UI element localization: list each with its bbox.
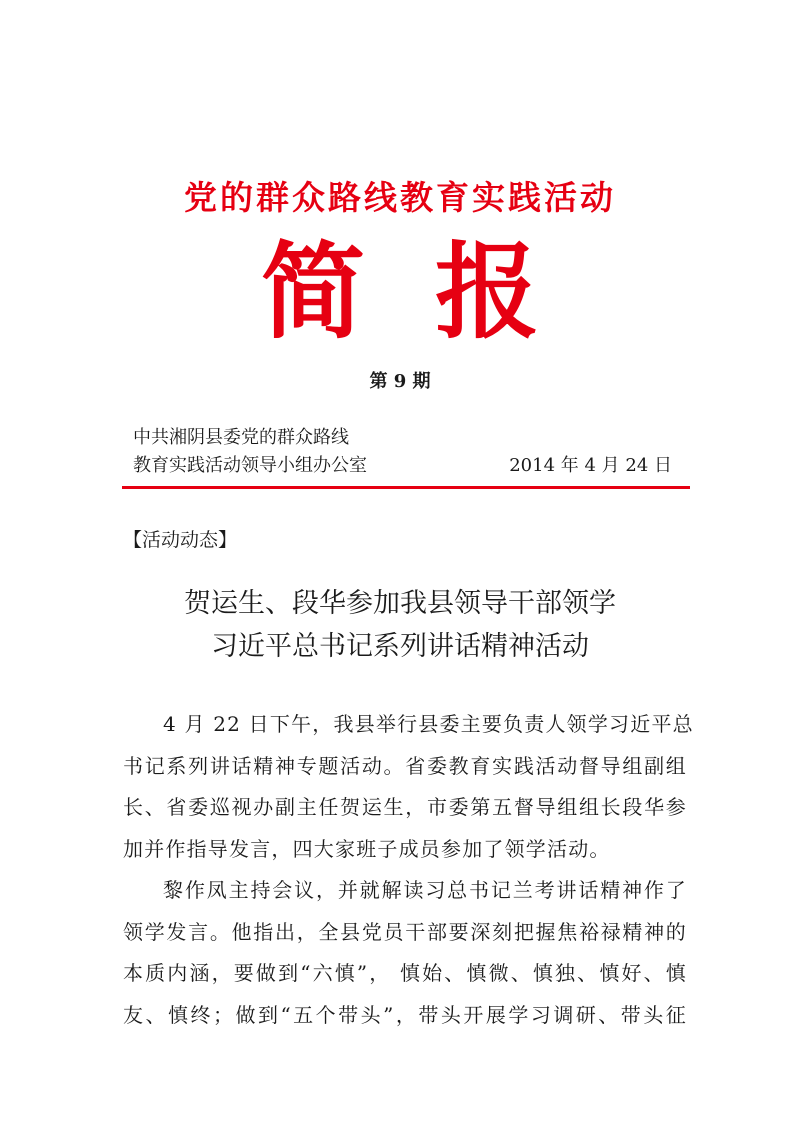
paragraph-line: 黎作凤主持会议，并就解读习总书记兰考讲话精神作了 xyxy=(163,878,687,902)
issue-date: 2014 年 4 月 24 日 xyxy=(509,455,672,476)
paragraph-2 xyxy=(123,870,687,1036)
paragraph-line: 领学发言。他指出，全县党员干部要深刻把握焦裕禄精神的 xyxy=(123,919,687,944)
paragraph-line: 加并作指导发言，四大家班子成员参加了领学活动。 xyxy=(123,836,611,861)
headline-line-1: 贺运生、段华参加我县领导干部领学 xyxy=(184,588,616,619)
issuer-line-1: 中共湘阴县委党的群众路线 xyxy=(133,427,349,448)
paragraph-1 xyxy=(123,704,694,870)
paragraph-line: 长、省委巡视办副主任贺运生，市委第五督导组组长段华参 xyxy=(123,795,687,819)
masthead-title: 简报 xyxy=(260,230,609,353)
paragraph-line: 4 月 22 日下午，我县举行县委主要负责人领学习近平总 xyxy=(163,712,694,736)
section-label: 【活动动态】 xyxy=(123,529,238,551)
headline-line-2: 习近平总书记系列讲话精神活动 xyxy=(211,631,589,662)
paragraph-line: 本质内涵，要做到“六慎”， 慎始、慎微、慎独、慎好、慎 xyxy=(123,961,687,985)
campaign-title: 党的群众路线教育实践活动 xyxy=(184,178,616,217)
article-headline xyxy=(0,582,800,668)
red-divider xyxy=(122,486,690,489)
article-body xyxy=(123,704,694,1036)
issuer-line-2: 教育实践活动领导小组办公室 xyxy=(133,455,367,476)
paragraph-line: 友、慎终；做到“五个带头”，带头开展学习调研、带头征 xyxy=(123,1002,687,1027)
issue-number: 第 9 期 xyxy=(369,371,431,392)
paragraph-line: 书记系列讲话精神专题活动。省委教育实践活动督导组副组 xyxy=(123,753,687,778)
issuer-block xyxy=(133,424,367,480)
